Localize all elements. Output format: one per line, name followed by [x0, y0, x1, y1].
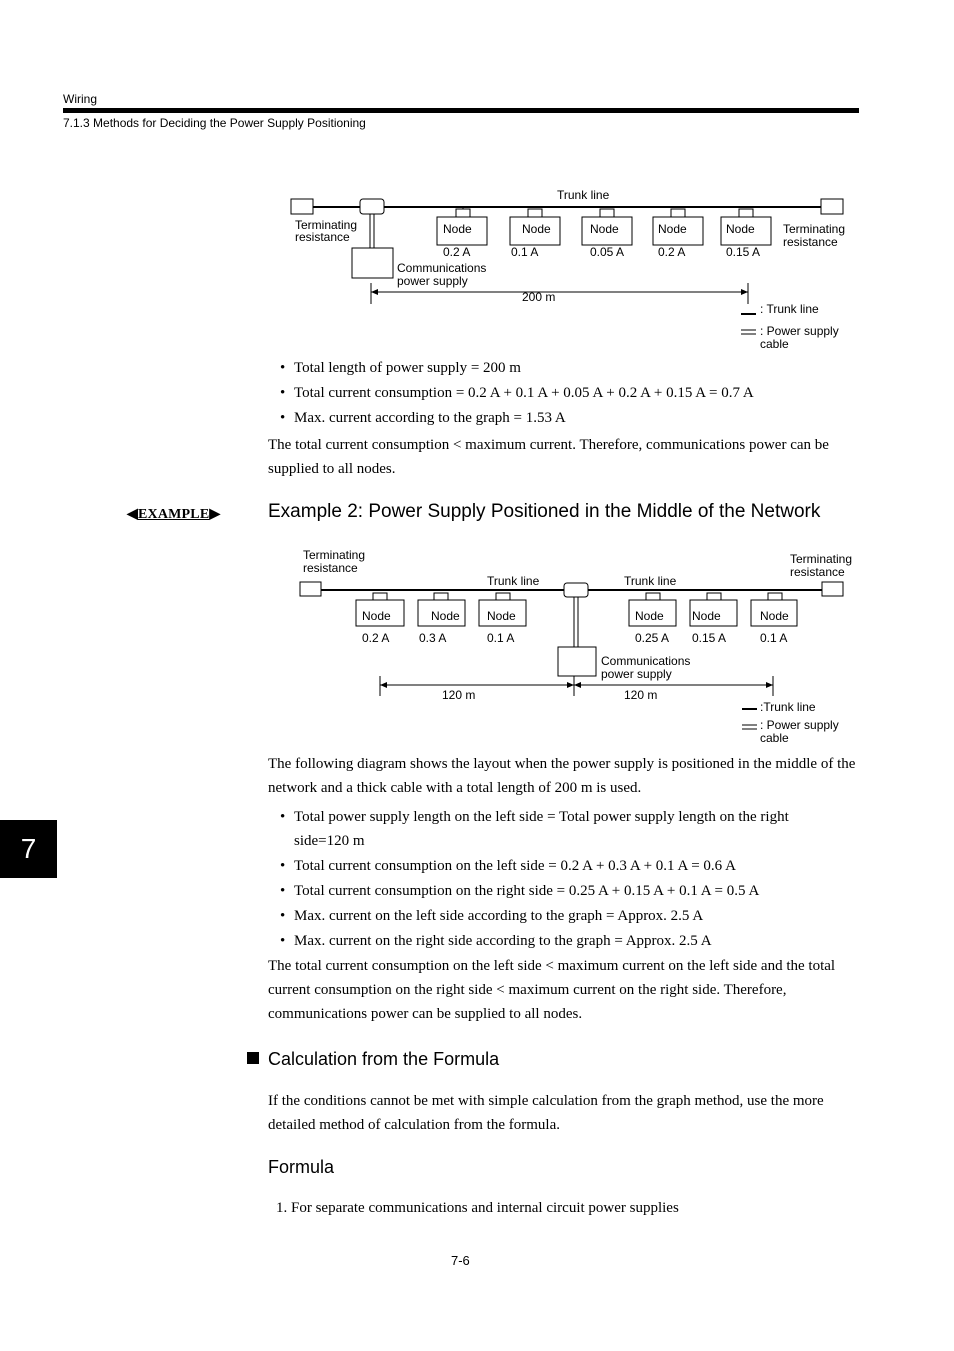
node-label: Node [487, 609, 516, 623]
legend-power-label: cable [760, 731, 789, 745]
communications-power-supply [352, 248, 393, 278]
arrowhead-right [741, 289, 748, 295]
terminating-label-left: resistance [303, 561, 358, 575]
node-current: 0.1 A [511, 245, 539, 259]
terminating-label-left: Terminating [295, 218, 358, 232]
node-drop-1 [456, 207, 470, 217]
node-current: 0.1 A [487, 631, 515, 645]
list-item: • Max. current on the right side according to the graph = Approx. 2.5 A [268, 929, 838, 953]
terminating-resistor-right [822, 582, 843, 596]
node-current: 0.2 A [362, 631, 390, 645]
power-supply-label: Communications [397, 261, 487, 275]
diagram-end-powered [0, 0, 954, 360]
node-label: Node [362, 609, 391, 623]
node-current: 0.1 A [760, 631, 788, 645]
arrowhead [574, 682, 581, 688]
terminating-label-right: Terminating [790, 552, 853, 566]
example2-title: Example 2: Power Supply Positioned in the Middle of the Network [268, 501, 821, 522]
example1-conclusion: The total current consumption < maximum current. Therefore, communications power can be supplied to all nodes. [268, 437, 829, 477]
header-subsection: 7.1.3 Methods for Deciding the Power Supply Positioning [63, 116, 366, 130]
list-item: • Total current consumption on the right side = 0.25 A + 0.15 A + 0.1 A = 0.5 A [268, 879, 838, 903]
power-tap [360, 199, 384, 214]
arrowhead [380, 682, 387, 688]
node-current: 0.3 A [419, 631, 447, 645]
node-label: Node [692, 609, 721, 623]
node-drop-5 [739, 209, 753, 217]
calc-text: If the conditions cannot be met with simple calculation from the graph method, use the more detailed method of calculation from the formula. [268, 1093, 824, 1133]
terminating-label-right: Terminating [783, 222, 846, 236]
list-item: • Total current consumption = 0.2 A + 0.1 A + 0.05 A + 0.2 A + 0.15 A = 0.7 A [268, 381, 868, 405]
arrowhead [567, 682, 574, 688]
node-current: 0.15 A [726, 245, 761, 259]
node-drop-2 [528, 209, 542, 217]
node-current: 0.15 A [692, 631, 727, 645]
trunk-line-label-left: Trunk line [487, 574, 540, 588]
formula-heading: Formula [268, 1157, 335, 1177]
node-drop-5 [707, 593, 721, 600]
chapter-tab: 7 [0, 820, 57, 878]
terminating-label-left: Terminating [303, 548, 366, 562]
legend-trunk-label: : Trunk line [760, 302, 819, 316]
list-item: • Max. current on the left side according to the graph = Approx. 2.5 A [268, 904, 838, 928]
left-triangle-icon: ◀ [127, 507, 138, 522]
list-item: • Total current consumption on the left side = 0.2 A + 0.3 A + 0.1 A = 0.6 A [268, 854, 838, 878]
example2-conclusion: The total current consumption on the left side < maximum current on the left side and the total current consumption on the right side < maximum current on the right side. Therefore, communications power can be supplied to all nodes. [268, 958, 836, 1022]
node-drop-3 [600, 209, 614, 217]
terminating-resistor-left [291, 199, 313, 214]
node-label: Node [760, 609, 789, 623]
square-bullet-icon [247, 1052, 259, 1064]
example1-bullet-list [268, 356, 868, 431]
page-number: 7-6 [451, 1253, 470, 1268]
formula-item: 1. For separate communications and internal circuit power supplies [276, 1200, 679, 1216]
example2-intro: The following diagram shows the layout when the power supply is positioned in the middle of the network and a thick cable with a total length of 200 m is used. [268, 756, 856, 796]
legend-power-label: cable [760, 337, 789, 351]
right-triangle-icon: ▶ [209, 507, 221, 522]
node-label: Node [522, 222, 551, 236]
power-supply-label: power supply [601, 667, 672, 681]
node-drop-6 [768, 593, 782, 600]
node-current: 0.2 A [658, 245, 686, 259]
trunk-line-label: Trunk line [557, 188, 610, 202]
terminating-resistor-left [300, 582, 321, 596]
communications-power-supply [558, 647, 596, 676]
calc-heading: Calculation from the Formula [268, 1049, 500, 1069]
node-drop-2 [434, 593, 448, 600]
list-item: • Total power supply length on the left side = Total power supply length on the right side=120 m [268, 805, 838, 853]
diagram-center-powered [0, 540, 954, 750]
length-label: 200 m [522, 290, 556, 304]
node-current: 0.05 A [590, 245, 625, 259]
legend-power-label: : Power supply [760, 324, 839, 338]
node-current: 0.2 A [443, 245, 471, 259]
node-label: Node [635, 609, 664, 623]
node-current: 0.25 A [635, 631, 670, 645]
header-section: Wiring [63, 92, 98, 106]
length-label-right: 120 m [624, 688, 658, 702]
terminating-label-left: resistance [295, 230, 350, 244]
example2-bullet-list [268, 805, 838, 954]
node-label: Node [590, 222, 619, 236]
node-label: Node [431, 609, 460, 623]
legend-trunk-label: :Trunk line [760, 700, 816, 714]
node-drop-4 [646, 593, 660, 600]
node-label: Node [658, 222, 687, 236]
list-item: • Max. current according to the graph = 1.53 A [268, 406, 868, 430]
terminating-resistor-right [821, 199, 843, 214]
terminating-label-right: resistance [790, 565, 845, 579]
node-drop-1 [373, 593, 387, 600]
power-tap [564, 583, 588, 597]
node-drop-3 [496, 593, 510, 600]
arrowhead [766, 682, 773, 688]
example-badge [127, 506, 220, 523]
power-supply-label: Communications [601, 654, 691, 668]
trunk-line-label-right: Trunk line [624, 574, 677, 588]
terminating-label-right: resistance [783, 235, 838, 249]
node-label: Node [443, 222, 472, 236]
list-item: • Total length of power supply = 200 m [268, 356, 868, 380]
arrowhead-left [371, 289, 378, 295]
length-label-left: 120 m [442, 688, 476, 702]
example-word: EXAMPLE [137, 507, 210, 522]
legend-power-label: : Power supply [760, 718, 839, 732]
node-drop-4 [671, 209, 685, 217]
power-supply-label: power supply [397, 274, 468, 288]
node-label: Node [726, 222, 755, 236]
